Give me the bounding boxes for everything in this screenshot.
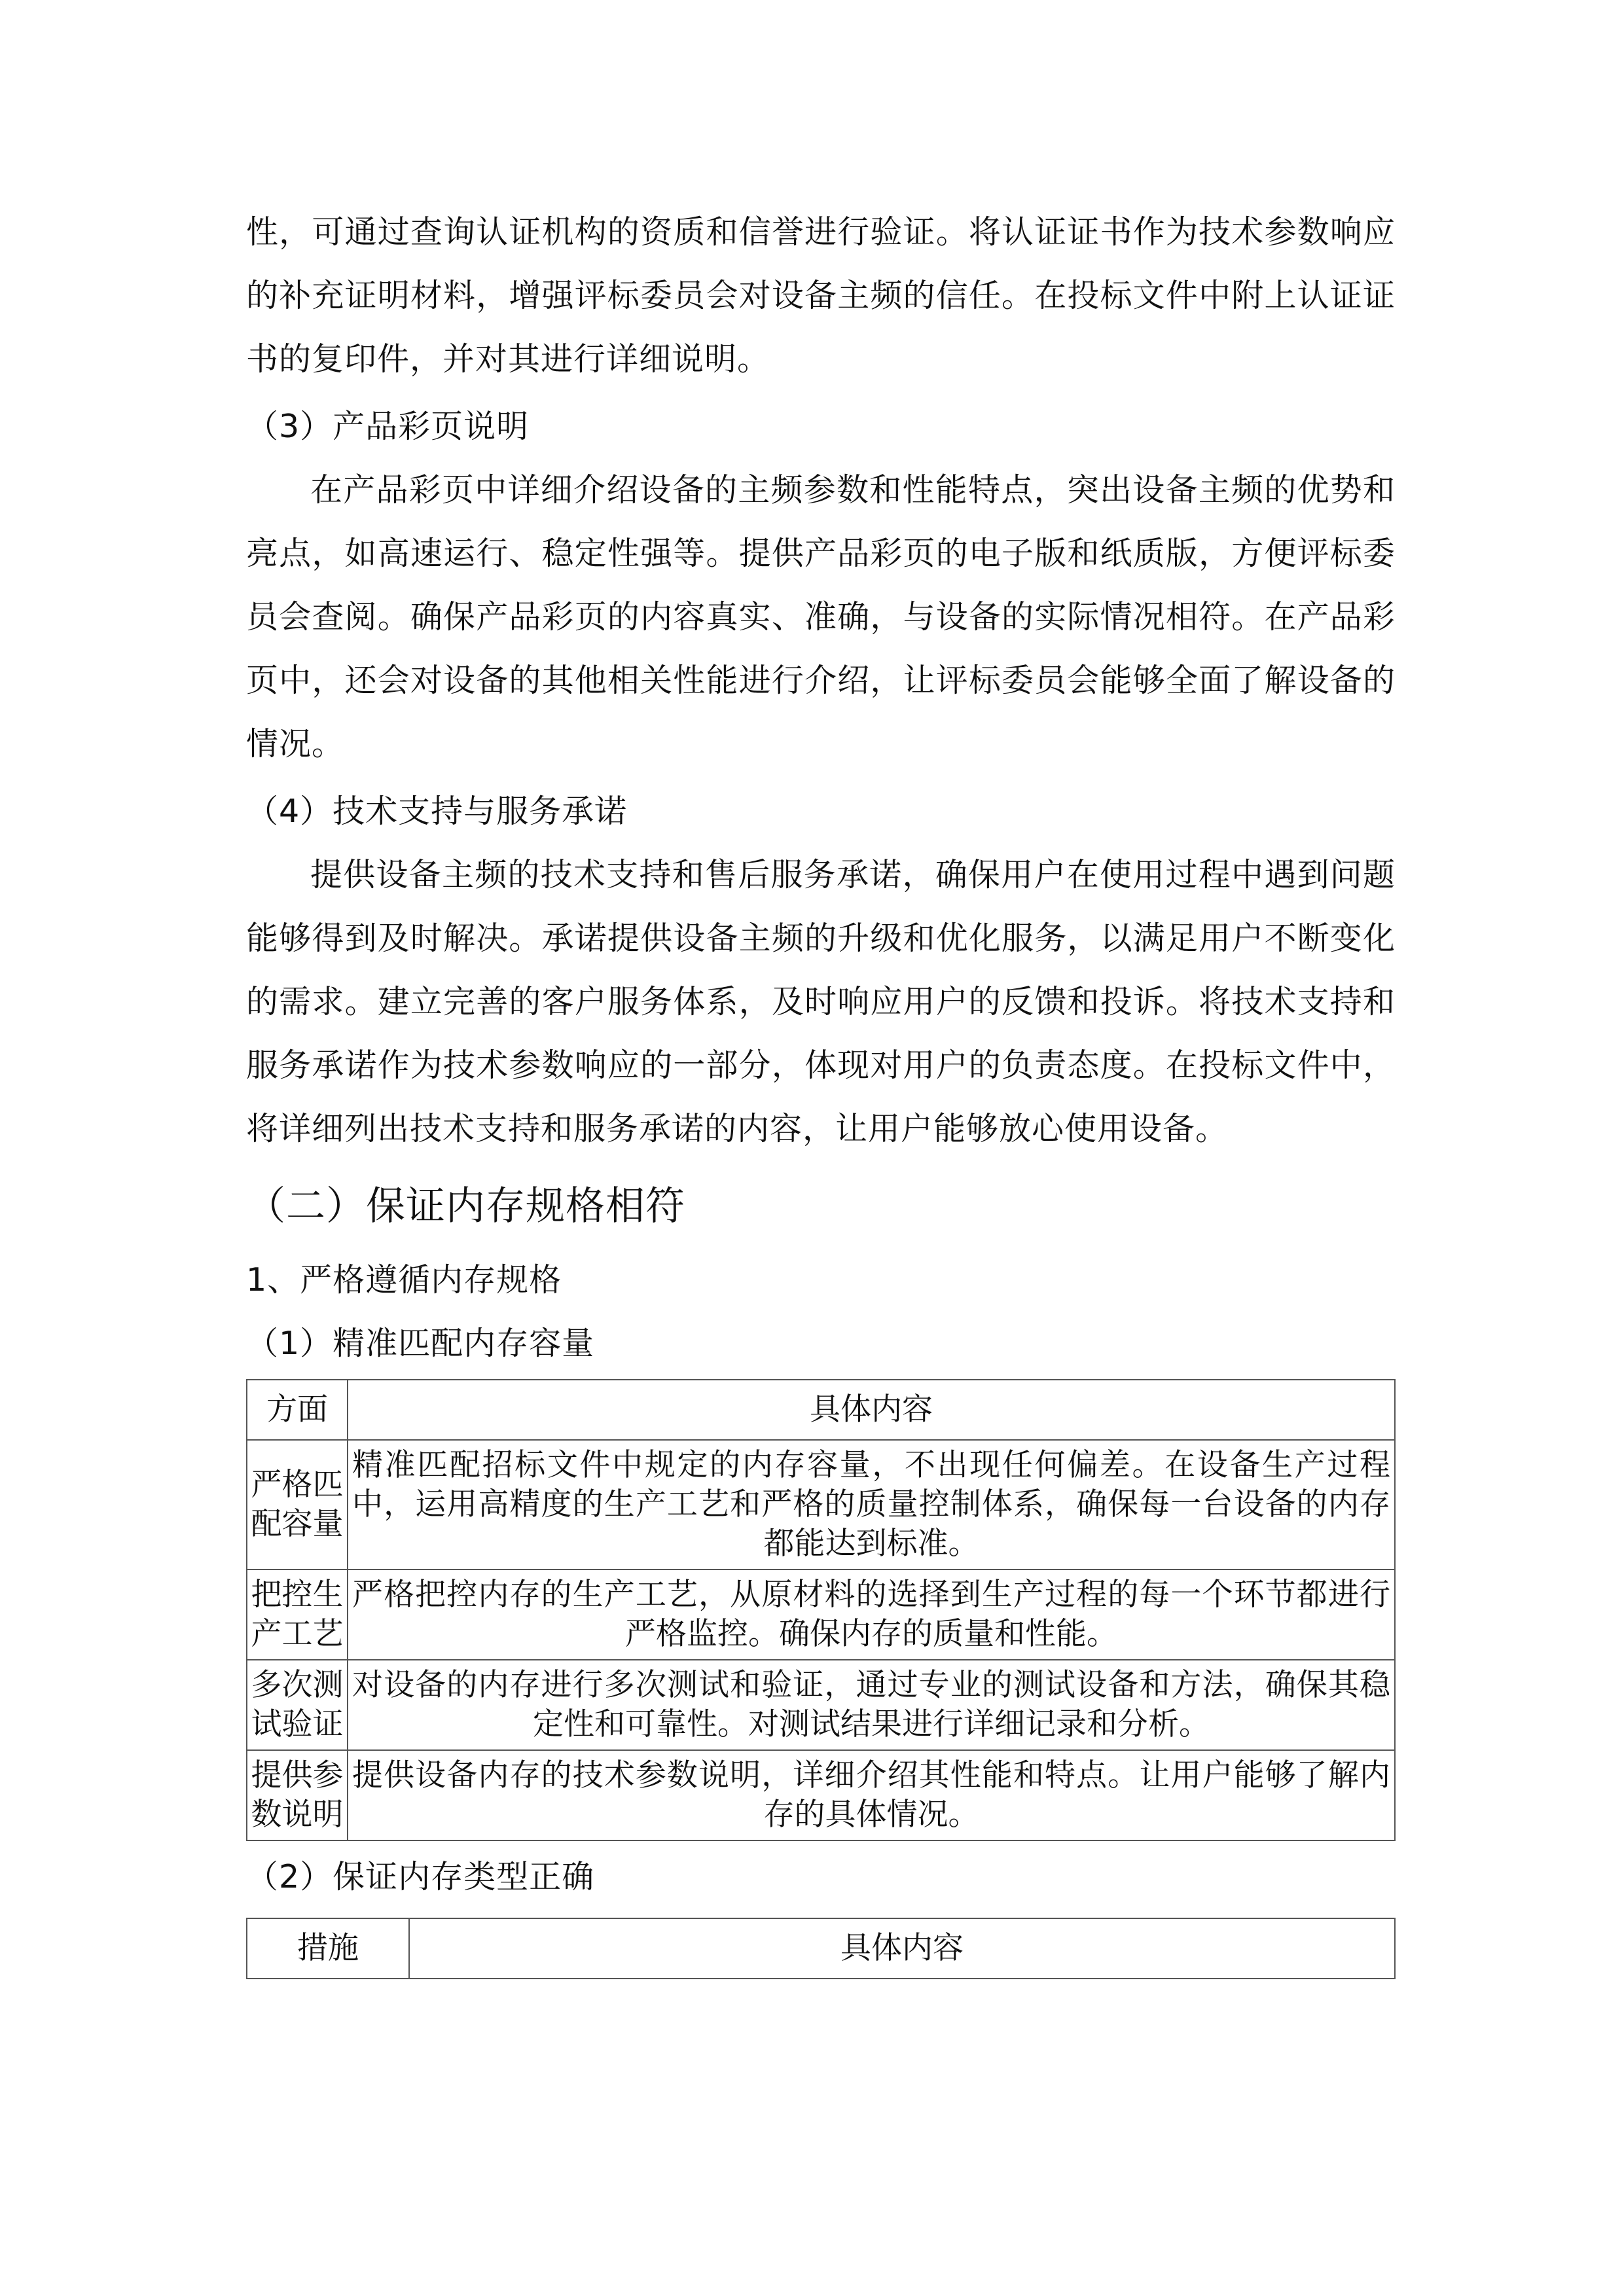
table-header-row [247,1918,1395,1979]
table-1-heading: （1）精准匹配内存容量 [246,1325,595,1362]
chapter-heading: （二）保证内存规格相符 [246,1183,685,1229]
table-row [247,1750,1395,1840]
table-header-measure: 措施 [247,1918,409,1979]
table-row [247,1440,1395,1570]
table-header-row [247,1380,1395,1440]
table-cell-aspect: 多次测试验证 [247,1660,348,1750]
table-row [247,1570,1395,1660]
section-3-heading: （3）产品彩页说明 [246,408,530,445]
section-4-paragraph: 提供设备主频的技术支持和售后服务承诺，确保用户在使用过程中遇到问题能够得到及时解决。承诺提供设备主频的升级和优化服务，以满足用户不断变化的需求。建立完善的客户服务体系，及时响应用户的反馈和投诉。将技术支持和服务承诺作为技术参数响应的一部分，体现对用户的负责态度。在投标文件中，将详细列出技术支持和服务承诺的内容，让用户能够放心使用设备。 [246,856,1396,1147]
table-cell-detail: 提供设备内存的技术参数说明，详细介绍其性能和特点。让用户能够了解内存的具体情况。 [348,1750,1395,1840]
subchapter-heading: 1、严格遵循内存规格 [246,1261,562,1299]
table-row [247,1660,1395,1750]
intro-paragraph: 性，可通过查询认证机构的资质和信誉进行验证。将认证证书作为技术参数响应的补充证明材料，增强评标委员会对设备主频的信任。在投标文件中附上认证证书的复印件，并对其进行详细说明。 [246,213,1396,378]
section-4-heading: （4）技术支持与服务承诺 [246,793,628,830]
table-cell-detail: 严格把控内存的生产工艺，从原材料的选择到生产过程的每一个环节都进行严格监控。确保内存的质量和性能。 [348,1570,1395,1660]
memory-capacity-table [246,1379,1396,1841]
table-cell-aspect: 提供参数说明 [247,1750,348,1840]
table-cell-detail: 对设备的内存进行多次测试和验证，通过专业的测试设备和方法，确保其稳定性和可靠性。对测试结果进行详细记录和分析。 [348,1660,1395,1750]
table-header-aspect: 方面 [247,1380,348,1440]
section-3-paragraph: 在产品彩页中详细介绍设备的主频参数和性能特点，突出设备主频的优势和亮点，如高速运行、稳定性强等。提供产品彩页的电子版和纸质版，方便评标委员会查阅。确保产品彩页的内容真实、准确，与设备的实际情况相符。在产品彩页中，还会对设备的其他相关性能进行介绍，让评标委员会能够全面了解设备的情况。 [246,471,1396,762]
table-2-heading: （2）保证内存类型正确 [246,1858,595,1895]
table-cell-aspect: 把控生产工艺 [247,1570,348,1660]
table-header-detail: 具体内容 [409,1918,1395,1979]
table-header-detail: 具体内容 [348,1380,1395,1440]
memory-type-table [246,1918,1396,1979]
table-cell-aspect: 严格匹配容量 [247,1440,348,1570]
table-cell-detail: 精准匹配招标文件中规定的内存容量，不出现任何偏差。在设备生产过程中，运用高精度的生产工艺和严格的质量控制体系，确保每一台设备的内存都能达到标准。 [348,1440,1395,1570]
page-content [246,200,1396,1979]
